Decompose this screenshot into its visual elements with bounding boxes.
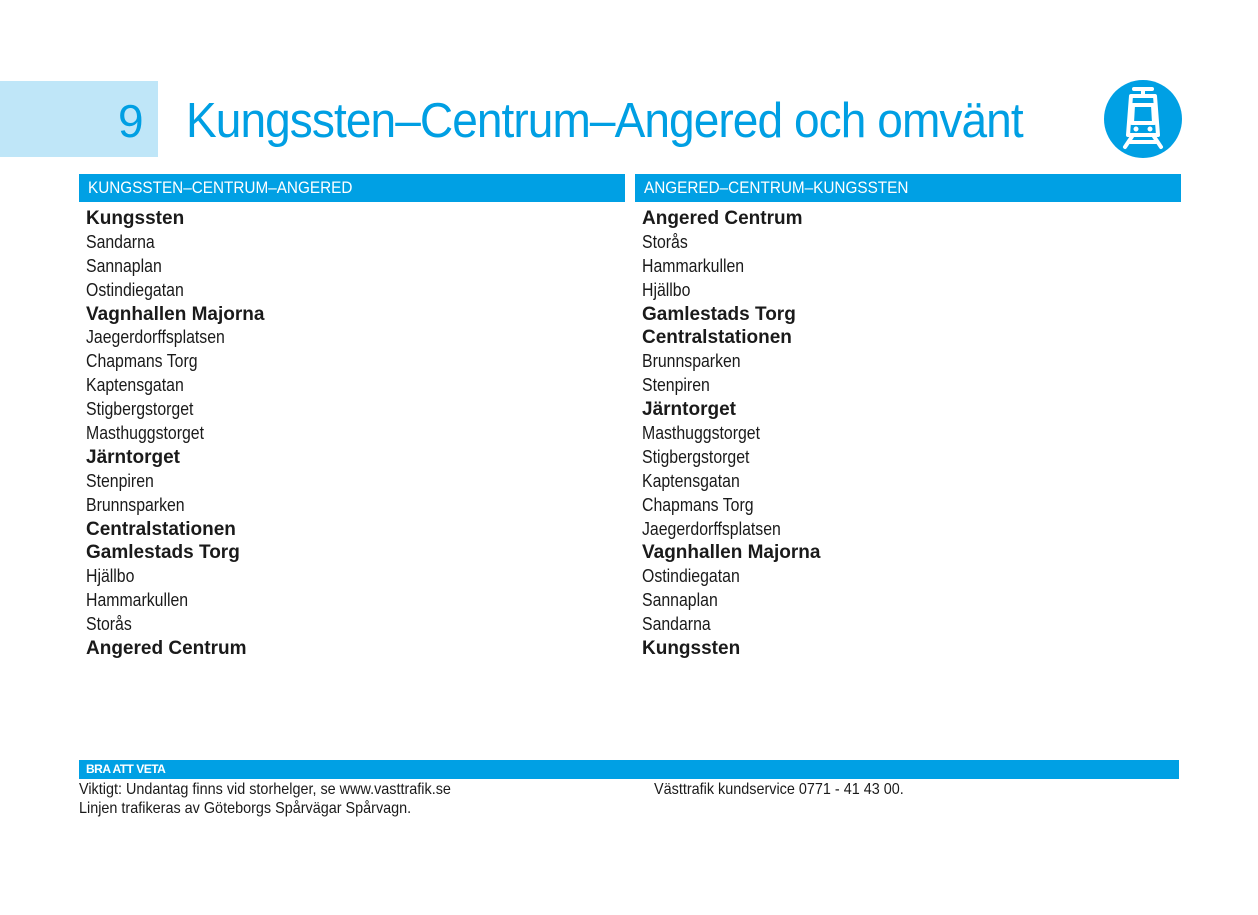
stop-item: Kungssten — [642, 638, 741, 660]
stop-item: Angered Centrum — [642, 208, 803, 229]
stop-item: Kaptensgatan — [86, 375, 184, 396]
stop-item: Sandarna — [86, 231, 155, 252]
tram-icon — [1103, 79, 1183, 159]
stop-item: Centralstationen — [642, 327, 792, 349]
stop-item: Gamlestads Torg — [86, 542, 240, 564]
stop-list-kungssten-angered — [86, 207, 264, 661]
stop-item: Jaegerdorffsplatsen — [642, 518, 781, 539]
stop-item: Stenpiren — [86, 470, 154, 491]
stop-item: Vagnhallen Majorna — [86, 303, 265, 325]
customer-service-info: Västtrafik kundservice 0771 - 41 43 00. — [654, 781, 904, 798]
stop-item: Stenpiren — [642, 375, 710, 396]
stop-item: Storås — [86, 614, 132, 635]
stop-item: Järntorget — [642, 399, 736, 421]
direction-header-angered-kungssten: ANGERED–CENTRUM–KUNGSSTEN — [635, 174, 1181, 202]
stop-item: Brunnsparken — [642, 351, 741, 372]
stop-item: Hammarkullen — [86, 590, 189, 611]
page-title: Kungssten–Centrum–Angered och omvänt — [186, 94, 1023, 148]
stop-item: Jaegerdorffsplatsen — [86, 327, 225, 348]
stop-item: Stigbergstorget — [642, 446, 750, 467]
stop-item: Brunnsparken — [86, 494, 185, 515]
stop-item: Kungssten — [86, 208, 185, 229]
stop-item: Sannaplan — [642, 590, 718, 611]
stop-item: Masthuggstorget — [642, 423, 760, 444]
stop-item: Järntorget — [86, 446, 180, 468]
stop-item: Angered Centrum — [86, 638, 247, 660]
stop-item: Ostindiegatan — [642, 566, 740, 587]
stop-item: Storås — [642, 231, 688, 252]
stop-item: Centralstationen — [86, 518, 236, 540]
stop-item: Hammarkullen — [642, 255, 745, 276]
info-bar — [79, 760, 1179, 779]
stop-item: Ostindiegatan — [86, 279, 184, 300]
stop-item: Vagnhallen Majorna — [642, 542, 821, 564]
stop-item: Masthuggstorget — [86, 423, 204, 444]
stop-item: Kaptensgatan — [642, 470, 740, 491]
info-note-operator: Linjen trafikeras av Göteborgs Spårvägar Spårvagn. — [79, 800, 412, 817]
stop-item: Chapmans Torg — [86, 351, 198, 372]
line-number: 9 — [118, 95, 144, 147]
direction-header-kungssten-angered: KUNGSSTEN–CENTRUM–ANGERED — [79, 174, 625, 202]
stop-item: Stigbergstorget — [86, 399, 194, 420]
info-label: BRA ATT VETA — [86, 762, 166, 776]
stop-item: Sandarna — [642, 614, 711, 635]
info-note-holidays: Viktigt: Undantag finns vid storhelger, se www.vasttrafik.se — [79, 781, 451, 798]
stop-item: Chapmans Torg — [642, 494, 754, 515]
stop-item: Hjällbo — [642, 279, 691, 300]
stop-item: Hjällbo — [86, 566, 135, 587]
stop-list-angered-kungssten — [642, 207, 820, 661]
stop-item: Gamlestads Torg — [642, 303, 796, 325]
stop-item: Sannaplan — [86, 255, 162, 276]
